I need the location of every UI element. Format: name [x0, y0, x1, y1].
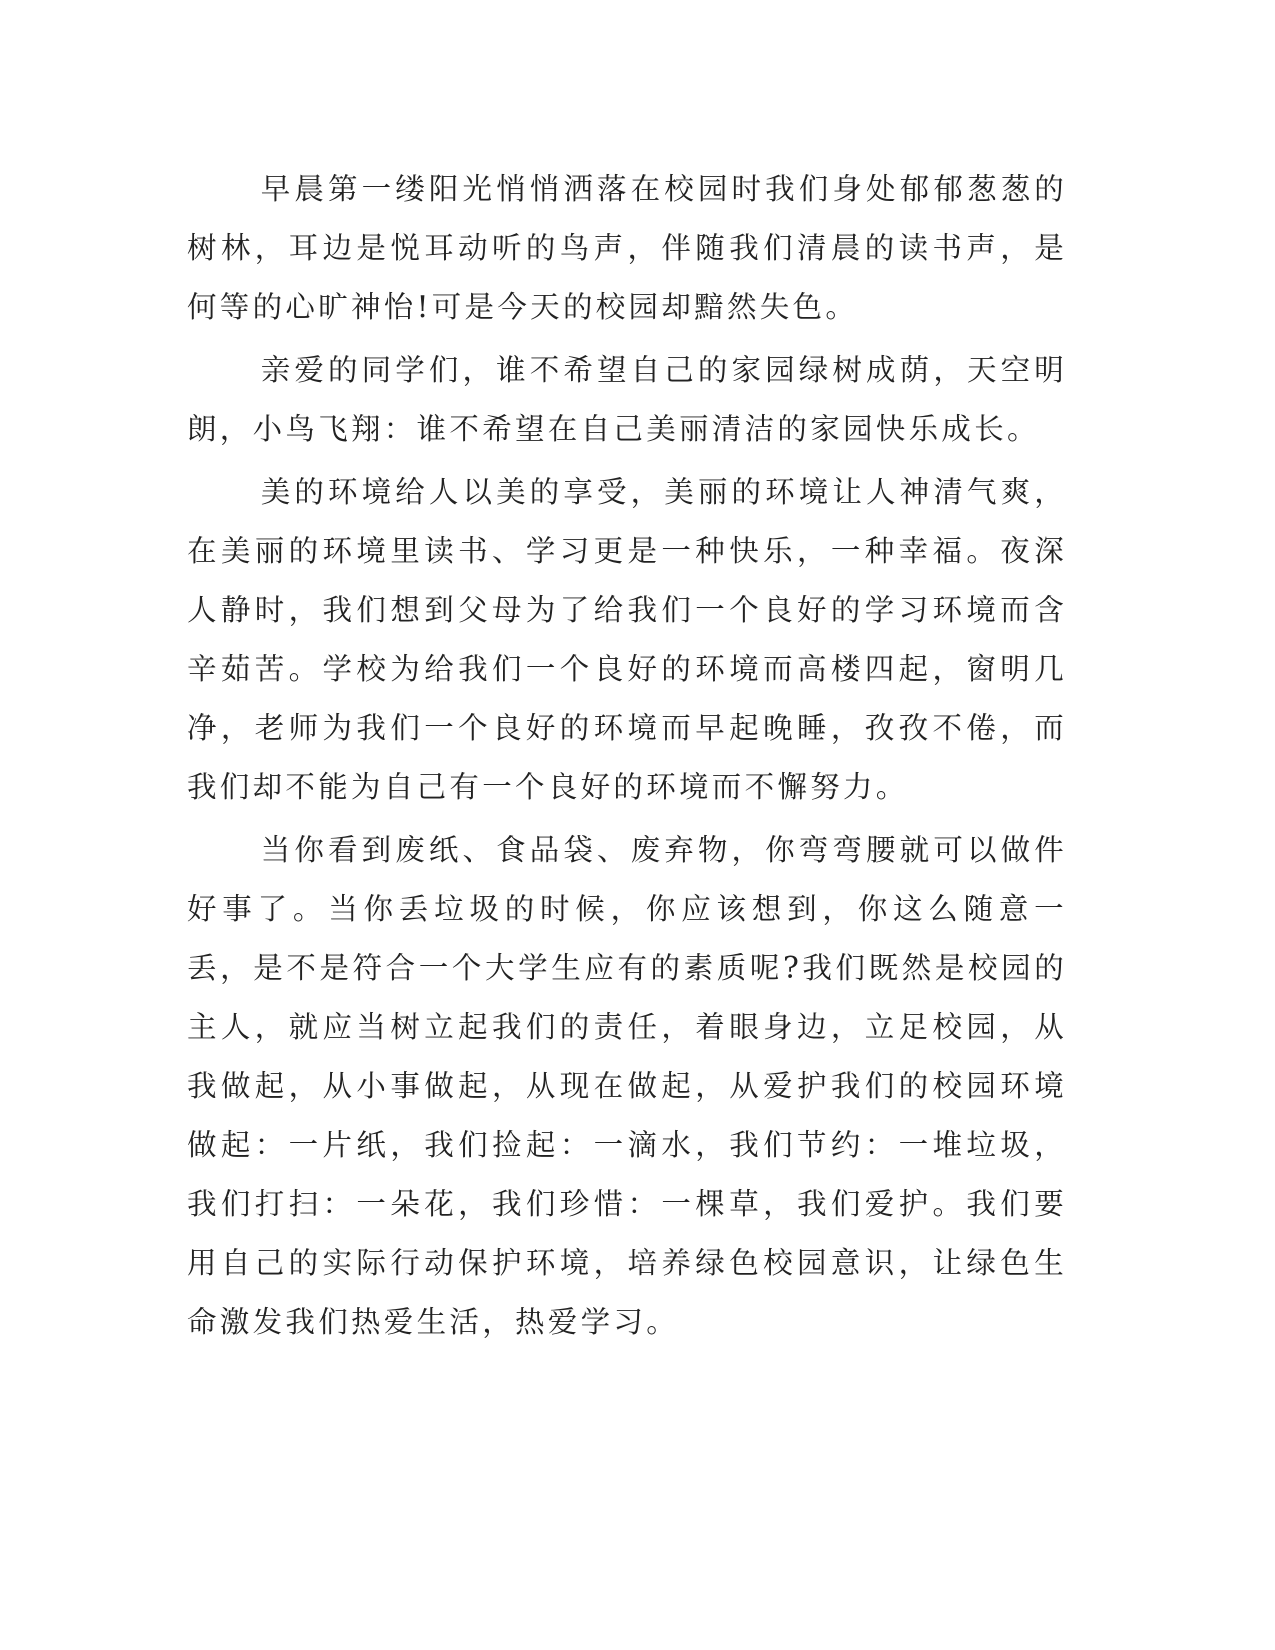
paragraph-3: 美的环境给人以美的享受，美丽的环境让人神清气爽，在美丽的环境里读书、学习更是一种快乐，一种幸福。夜深人静时，我们想到父母为了给我们一个良好的学习环境而含辛茹苦。学校为给我们一个良好的环境而高楼四起，窗明几净，老师为我们一个良好的环境而早起晚睡，孜孜不倦，而我们却不能为自己有一个良好的环境而不懈努力。: [187, 475, 1067, 804]
paragraph-2: 亲爱的同学们，谁不希望自己的家园绿树成荫，天空明朗，小鸟飞翔：谁不希望在自己美丽清洁的家园快乐成长。: [187, 353, 1067, 446]
paragraph-1: 早晨第一缕阳光悄悄洒落在校园时我们身处郁郁葱葱的树林，耳边是悦耳动听的鸟声，伴随我们清晨的读书声，是何等的心旷神怡!可是今天的校园却黯然失色。: [187, 172, 1067, 324]
document-body: [187, 160, 1067, 1356]
paragraph-4: 当你看到废纸、食品袋、废弃物，你弯弯腰就可以做件好事了。当你丢垃圾的时候，你应该想到，你这么随意一丢，是不是符合一个大学生应有的素质呢?我们既然是校园的主人，就应当树立起我们的责任，着眼身边，立足校园，从我做起，从小事做起，从现在做起，从爱护我们的校园环境做起：一片纸，我们捡起：一滴水，我们节约：一堆垃圾，我们打扫：一朵花，我们珍惜：一棵草，我们爱护。我们要用自己的实际行动保护环境，培养绿色校园意识，让绿色生命激发我们热爱生活，热爱学习。: [187, 833, 1067, 1339]
